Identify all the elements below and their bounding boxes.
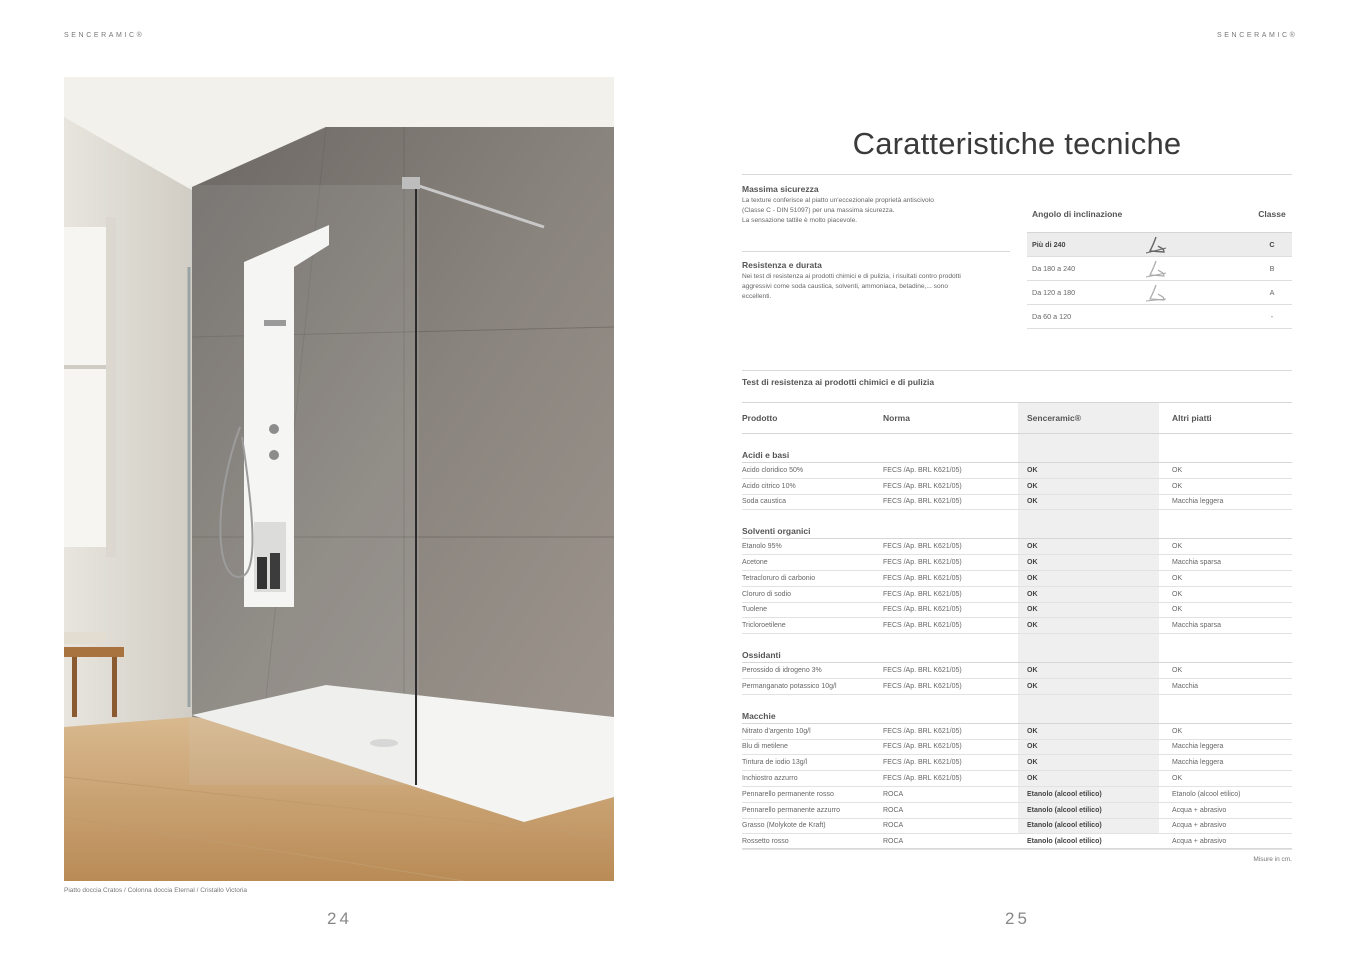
product: Acido cloridico 50% [742,466,804,474]
header-product: Prodotto [742,413,778,423]
senceramic-result: OK [1027,606,1038,614]
senceramic-result: OK [1027,590,1038,598]
table-row [742,803,1292,819]
table-row [742,479,1292,495]
group-heading: Macchie [742,695,1292,724]
page-number-left: 24 [327,909,352,928]
others-result: Macchia leggera [1172,498,1224,506]
angle-value: Da 120 a 180 [1032,288,1076,297]
others-result: OK [1172,667,1183,675]
norm: FECS /Ap. BRL K621/05) [883,559,962,567]
senceramic-result: Etanolo (alcool etilico) [1027,790,1102,798]
table-row [742,539,1292,555]
product: Soda caustica [742,498,786,506]
tests-top-divider [742,370,1292,371]
norm: FECS /Ap. BRL K621/05) [883,543,962,551]
resistance-line-3: eccellenti. [742,293,772,301]
senceramic-result: OK [1027,682,1038,690]
table-row [742,787,1292,803]
header-class: Classe [1258,208,1286,219]
table-row [742,740,1292,756]
table-row [742,679,1292,695]
others-result: OK [1172,482,1183,490]
table-row [742,819,1292,835]
others-result: OK [1172,466,1183,474]
norm: FECS /Ap. BRL K621/05) [883,727,962,735]
senceramic-result: OK [1027,482,1038,490]
norm: ROCA [883,838,904,846]
group-heading: Acidi e basi [742,434,1292,463]
senceramic-result: OK [1027,622,1038,630]
resistance-heading: Resistenza e durata [742,260,822,270]
product: Tintura de iodio 13g/l [742,759,808,767]
senceramic-result: Etanolo (alcool etilico) [1027,806,1102,814]
header-others: Altri piatti [1172,413,1212,423]
senceramic-result: OK [1027,667,1038,675]
others-result: OK [1172,543,1183,551]
senceramic-result: OK [1027,743,1038,751]
senceramic-result: Etanolo (alcool etilico) [1027,838,1102,846]
header-senceramic: Senceramic® [1027,413,1081,423]
table-row [742,587,1292,603]
table-row [742,755,1292,771]
resistance-line-2: aggressivi come soda caustica, solventi, ammoniaca, betadine,... sono [742,283,948,291]
product: Tuolene [742,606,768,614]
shower-photo [64,77,614,881]
others-result: OK [1172,606,1183,614]
product: Nitrato d'argento 10g/l [742,727,811,735]
page-number-right: 25 [1005,909,1030,928]
table-row [742,663,1292,679]
product: Inchiostro azzurro [742,775,798,783]
safety-text [742,196,1010,227]
empty-icon-cell [1142,305,1252,328]
table-row [742,771,1292,787]
norm: FECS /Ap. BRL K621/05) [883,759,962,767]
resistance-tests-table [742,402,1292,850]
table-bottom-divider [742,848,1292,849]
page-title: Caratteristiche tecniche [852,126,1182,161]
senceramic-result: OK [1027,543,1038,551]
product: Etanolo 95% [742,543,782,551]
section-divider [742,251,1010,252]
norm: FECS /Ap. BRL K621/05) [883,743,962,751]
others-result: Macchia leggera [1172,743,1224,751]
others-result: OK [1172,574,1183,582]
foot-icon [1142,233,1252,256]
table-row [742,618,1292,634]
foot-icon [1142,257,1252,280]
others-result: Etanolo (alcool etilico) [1172,790,1241,798]
foot-icon [1142,281,1252,304]
class-value: C [1269,240,1275,249]
inclination-table [1027,195,1292,329]
norm: FECS /Ap. BRL K621/05) [883,482,962,490]
senceramic-result: OK [1027,759,1038,767]
senceramic-result: OK [1027,574,1038,582]
inclination-row [1027,281,1292,305]
product: Tricloroetilene [742,622,786,630]
product: Cloruro di sodio [742,590,792,598]
norm: FECS /Ap. BRL K621/05) [883,775,962,783]
norm: FECS /Ap. BRL K621/05) [883,622,962,630]
others-result: Macchia sparsa [1172,622,1222,630]
others-result: OK [1172,590,1183,598]
class-value: A [1269,288,1275,297]
norm: ROCA [883,806,904,814]
angle-value: Più di 240 [1032,240,1066,249]
senceramic-result: OK [1027,466,1038,474]
photo-caption: Piatto doccia Cratos / Colonna doccia Eternal / Cristallo Victoria [64,887,248,894]
class-value: B [1269,264,1275,273]
others-result: Acqua + abrasivo [1172,806,1227,814]
norm: FECS /Ap. BRL K621/05) [883,606,962,614]
safety-line-2: (Classe C - DIN 51097) per una massima sicurezza. [742,207,895,215]
inclination-row [1027,305,1292,329]
table-row [742,555,1292,571]
resistance-line-1: Nei test di resistenza ai prodotti chimici e di pulizia, i risultati contro prodotti [742,273,961,280]
table-row [742,603,1292,619]
inclination-row [1027,233,1292,257]
others-result: OK [1172,775,1183,783]
others-result: Macchia sparsa [1172,559,1222,567]
senceramic-result: OK [1027,559,1038,567]
inclination-row [1027,257,1292,281]
product: Pennarello permanente rosso [742,790,834,798]
safety-line-3: La sensazione tattile è molto piacevole. [742,217,858,225]
table-row [742,495,1292,511]
others-result: OK [1172,727,1183,735]
product: Acetone [742,559,768,567]
product: Pennarello permanente azzurro [742,806,841,814]
norm: FECS /Ap. BRL K621/05) [883,498,962,506]
group-heading: Ossidanti [742,634,1292,663]
angle-value: Da 60 a 120 [1032,312,1072,321]
norm: FECS /Ap. BRL K621/05) [883,574,962,582]
others-result: Macchia leggera [1172,759,1224,767]
product: Permanganato potassico 10g/l [742,682,837,690]
resistance-text [742,272,1010,303]
others-result: Acqua + abrasivo [1172,838,1227,846]
table-row [742,571,1292,587]
product: Acido citrico 10% [742,482,796,490]
product: Perossido di idrogeno 3% [742,667,822,675]
brand-logo-left: SENCERAMIC® [64,32,145,39]
table-row [742,724,1292,740]
table-row [742,463,1292,479]
product: Rossetto rosso [742,838,789,846]
senceramic-result: OK [1027,498,1038,506]
tests-header [742,402,1292,434]
product: Grasso (Molykote de Kraft) [742,822,826,830]
brand-logo-right: SENCERAMIC® [1217,32,1298,39]
norm: ROCA [883,822,904,830]
senceramic-result: OK [1027,775,1038,783]
norm: FECS /Ap. BRL K621/05) [883,466,962,474]
norm: FECS /Ap. BRL K621/05) [883,590,962,598]
angle-value: Da 180 a 240 [1032,264,1076,273]
inclination-header [1027,195,1292,233]
safety-heading: Massima sicurezza [742,184,819,194]
others-result: Macchia [1172,682,1199,690]
norm: FECS /Ap. BRL K621/05) [883,667,962,675]
measure-note: Misure in cm. [1253,856,1292,863]
group-heading: Solventi organici [742,510,1292,539]
norm: FECS /Ap. BRL K621/05) [883,682,962,690]
norm: ROCA [883,790,904,798]
others-result: Acqua + abrasivo [1172,822,1227,830]
product: Tetracloruro di carbonio [742,574,816,582]
senceramic-result: Etanolo (alcool etilico) [1027,822,1102,830]
header-norm: Norma [883,413,910,423]
title-divider [742,174,1292,175]
header-angle: Angolo di inclinazione [1032,208,1123,219]
safety-line-1: La texture conferisce al piatto un'eccezionale proprietà antiscivolo [742,197,934,204]
senceramic-result: OK [1027,727,1038,735]
tests-title: Test di resistenza ai prodotti chimici e di pulizia [742,377,935,387]
product: Blu di metilene [742,743,788,751]
class-value: - [1270,312,1274,321]
